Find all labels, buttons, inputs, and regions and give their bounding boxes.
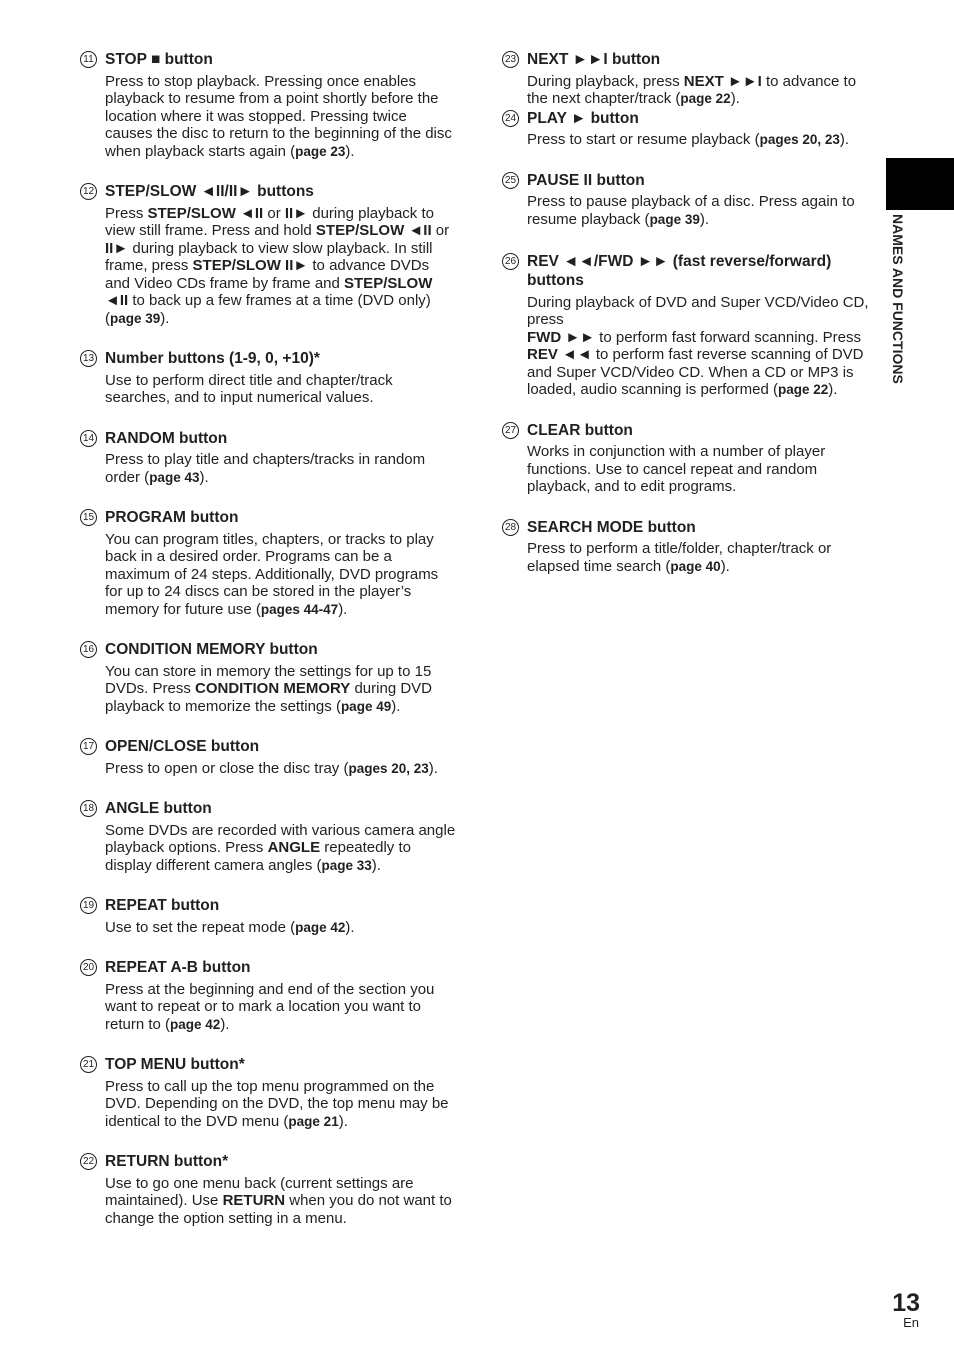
item-description [105,981,457,1034]
section-tab-marker [886,158,954,210]
bold-term: STEP/SLOW ◄II [315,222,432,239]
item-number-badge: 18 [80,800,97,817]
item-description [105,372,457,407]
item-heading: ANGLE button [105,800,212,817]
description-paragraph [105,1175,457,1228]
text-run: You can program titles, chapters, or tracks to play back in a desired order. Programs can be a maximum of 24 steps. Additionally, DVD programs for up to 24 discs can be stored in the player’s memory for future use ( [105,530,439,618]
description-paragraph [527,329,872,399]
page-reference: page 40 [670,558,721,574]
item-description [527,131,872,149]
item-description [105,822,457,875]
text-run: during DVD playback to memorize the settings ( [105,680,432,715]
item-heading: PLAY ► button [527,109,639,127]
item-description [527,193,872,228]
item-heading: CLEAR button [527,421,633,439]
item-description [527,443,872,496]
text-run: during playback to view still frame. Press and hold [105,204,434,239]
item-21 [82,1055,457,1130]
item-number-badge: 26 [502,253,519,270]
page-reference: page 33 [321,857,372,873]
bold-term: NEXT ►►I [683,72,762,90]
item-number-badge: 12 [80,183,97,200]
item-13 [82,349,457,407]
item-heading: NEXT ►►I button [527,51,661,68]
page-reference: page 22 [778,382,829,397]
text-run: during playback to view slow playback. In still frame, press [105,239,433,274]
page-reference: page 22 [680,91,731,106]
item-number-badge: 20 [80,959,97,976]
item-heading: STEP/SLOW ◄II/II► buttons [105,183,314,200]
item-28 [504,518,872,576]
item-description [105,663,457,716]
text-run: ). [371,856,381,874]
item-22 [82,1152,457,1227]
item-24 [504,109,872,149]
description-paragraph [105,822,457,875]
bold-term: STEP/SLOW II► [192,257,309,274]
text-run: Press to perform a title/folder, chapter/track or elapsed time search ( [527,540,832,575]
item-number-badge: 28 [502,519,519,536]
text-run: to perform fast forward scanning. Press [595,328,861,346]
item-heading: RANDOM button [105,429,228,447]
item-number-badge: 22 [80,1153,97,1170]
text-run: ). [428,759,438,777]
item-12 [82,182,457,327]
description-paragraph [105,73,457,161]
text-run: Some DVDs are recorded with various camera angle playback options. Press [105,821,456,856]
text-run: ). [839,131,850,148]
description-paragraph [527,443,872,496]
text-run: You can store in memory the settings for up to 15 DVDs. Press [105,662,432,697]
item-number-badge: 17 [80,738,97,755]
item-15 [82,508,457,618]
item-description [527,294,872,399]
item-number-badge: 27 [502,422,519,439]
item-number-badge: 25 [502,172,519,189]
text-run: repeatedly to display different camera angles ( [105,839,411,874]
item-description [105,73,457,161]
bold-term: STEP/SLOW ◄II [105,274,433,309]
text-run: Press [105,204,148,222]
text-run: ). [391,697,401,715]
item-description [105,205,457,328]
description-paragraph [105,1078,457,1131]
item-26 [504,252,872,399]
item-19 [82,896,457,936]
text-run: ). [338,1112,348,1130]
item-heading: REPEAT button [105,897,220,914]
right-column [504,50,872,597]
text-run: to advance DVDs and Video CDs frame by frame and [105,257,430,292]
item-heading: Number buttons (1-9, 0, +10)* [105,350,320,367]
item-16 [82,640,457,715]
description-paragraph [527,193,872,228]
text-run: Press to open or close the disc tray ( [105,759,349,777]
text-run: During playback of DVD and Super VCD/Video CD, press [527,293,869,328]
text-run: Use to perform direct title and chapter/track searches, and to input numerical values. [105,371,393,406]
description-paragraph [105,981,457,1034]
item-description [105,1175,457,1228]
item-number-badge: 24 [502,110,519,127]
description-paragraph [527,540,872,575]
item-25 [504,171,872,229]
description-paragraph [527,73,872,108]
item-description [105,531,457,619]
text-run: ). [720,557,730,575]
text-run: Press to play title and chapters/tracks in random order ( [105,451,426,486]
description-paragraph [527,131,872,149]
text-run: to back up a few frames at a time (DVD only) ( [105,292,431,327]
item-11 [83,50,457,160]
text-run: Use to set the repeat mode ( [105,918,296,936]
bold-term: II► [284,204,309,222]
item-number-badge: 23 [502,51,519,68]
text-run: Press to stop playback. Pressing once enables playback to resume from a point shortly before the location where it was stopped. Pressing twice causes the disc to return to the beginning of the disc when playback starts again ( [105,72,452,160]
item-number-badge: 15 [80,509,97,526]
item-number-badge: 13 [80,350,97,367]
item-number-badge: 19 [80,897,97,914]
text-run: ). [160,309,170,327]
bold-term: REV ◄◄ [527,346,592,363]
item-description [105,451,457,486]
item-heading: PROGRAM button [105,509,239,526]
page-reference: page 21 [288,1113,339,1129]
text-run: ). [199,468,209,486]
item-20 [82,958,457,1033]
text-run: ). [220,1015,230,1033]
page-reference: pages 20, 23 [759,132,840,147]
item-heading: STOP ■ button [105,51,213,68]
item-heading: PAUSE II button [527,171,645,189]
item-number-badge: 21 [80,1056,97,1073]
bold-term: STEP/SLOW ◄II [147,204,264,222]
text-run: to perform fast reverse scanning of DVD and Super VCD/Video CD. When a CD or MP3 is loaded, audio scanning is performed ( [527,346,864,398]
item-number-badge: 14 [80,430,97,447]
page-reference: pages 44-47 [260,601,339,617]
text-run: Use to go one menu back (current settings are maintained). Use [105,1174,414,1209]
language-code: En [903,1315,919,1330]
left-column [82,50,457,1249]
item-number-badge: 16 [80,641,97,658]
page-reference: pages 20, 23 [348,760,429,776]
text-run: or [263,204,285,222]
text-run: Press at the beginning and end of the section you want to repeat or to mark a location you want to return to ( [105,980,435,1033]
item-description [105,760,457,778]
item-18 [82,799,457,874]
text-run: During playback, press [527,72,684,90]
page-reference: page 39 [110,310,161,326]
description-paragraph [105,760,457,778]
description-paragraph [527,294,872,329]
bold-term: ANGLE [267,839,321,856]
text-run: Press to pause playback of a disc. Press again to resume playback ( [527,193,855,228]
item-heading: REV ◄◄/FWD ►► (fast reverse/forward) buttons [527,253,832,289]
item-number-badge: 11 [80,51,97,68]
item-description [105,919,457,937]
bold-term: FWD ►► [527,328,596,346]
bold-term: CONDITION MEMORY [195,680,351,697]
page-reference: page 42 [170,1016,221,1032]
item-heading: OPEN/CLOSE button [105,738,260,755]
item-23 [504,50,872,108]
text-run: ). [828,381,838,398]
bold-term: RETURN [222,1192,286,1209]
item-description [105,1078,457,1131]
item-14 [82,429,457,487]
item-17 [82,737,457,777]
item-description [527,73,872,108]
item-heading: REPEAT A-B button [105,959,251,976]
item-heading: TOP MENU button* [105,1056,245,1073]
text-run: ). [730,90,740,107]
description-paragraph [105,451,457,486]
description-paragraph [105,205,457,328]
item-heading: CONDITION MEMORY button [105,641,318,658]
item-heading: RETURN button* [105,1153,229,1170]
text-run: or [431,222,450,239]
bold-term: II► [105,239,129,257]
item-27 [504,421,872,496]
text-run: Works in conjunction with a number of player functions. Use to cancel repeat and random playback, and to edit programs. [527,443,826,495]
description-paragraph [105,372,457,407]
text-run: to advance to the next chapter/track ( [527,72,857,107]
description-paragraph [105,919,457,937]
text-run: Press to start or resume playback ( [527,131,760,148]
text-run: ). [699,210,710,228]
item-description [527,540,872,575]
text-run: ). [345,142,355,160]
page-reference: page 42 [295,919,346,935]
item-heading: SEARCH MODE button [527,518,696,536]
page-reference: page 49 [340,698,392,714]
text-run: Press to call up the top menu programmed on the DVD. Depending on the DVD, the top menu may be identical to the DVD menu ( [105,1077,449,1130]
text-run: ). [345,918,355,936]
section-title: NAMES AND FUNCTIONS [890,214,906,384]
description-paragraph [105,663,457,716]
text-run: ). [338,600,348,618]
page-reference: page 39 [649,211,700,227]
page-reference: page 43 [149,469,200,485]
page-reference: page 23 [295,143,346,159]
description-paragraph [105,531,457,619]
page-number: 13 [892,1289,920,1317]
text-run: when you do not want to change the option setting in a menu. [105,1192,452,1227]
